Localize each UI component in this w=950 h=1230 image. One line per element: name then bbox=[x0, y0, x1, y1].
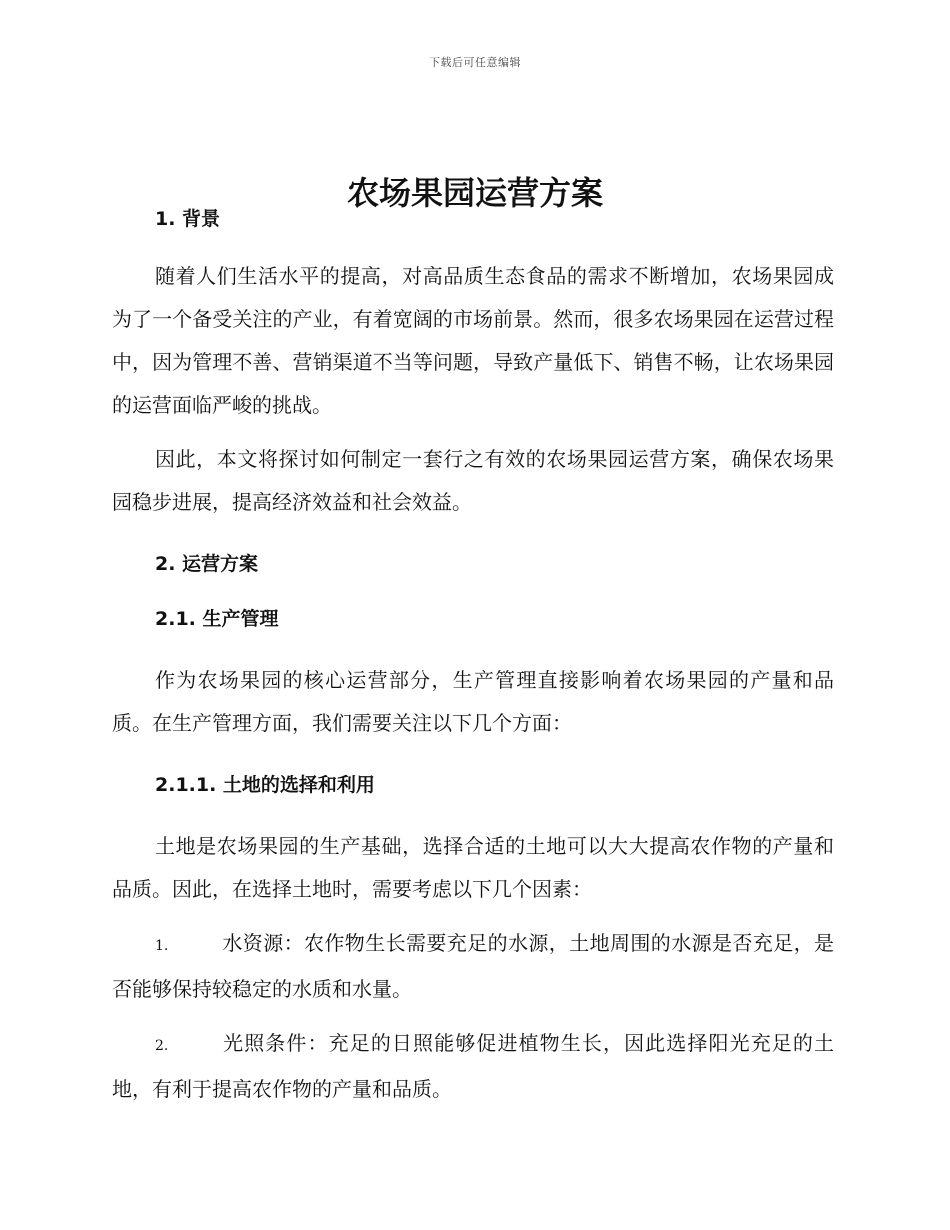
list-item bbox=[112, 1022, 834, 1111]
document-body bbox=[112, 204, 834, 1111]
land-paragraph: 土地是农场果园的生产基础，选择合适的土地可以大大提高农作物的产量和品质。因此，在选择土地时，需要考虑以下几个因素： bbox=[112, 834, 834, 901]
list-item-number: 1. bbox=[155, 938, 169, 954]
list-item-number: 2. bbox=[155, 1038, 169, 1054]
list-item-text: 光照条件：充足的日照能够促进植物生长，因此选择阳光充足的土地，有利于提高农作物的产量和品质。 bbox=[112, 1031, 834, 1101]
section-heading-background: 1. 背景 bbox=[155, 208, 221, 230]
background-paragraph-1: 随着人们生活水平的提高，对高品质生态食品的需求不断增加，农场果园成为了一个备受关注的产业，有着宽阔的市场前景。然而，很多农场果园在运营过程中，因为管理不善、营销渠道不当等问题，导致产量低下、销售不畅，让农场果园的运营面临严峻的挑战。 bbox=[112, 264, 834, 417]
background-paragraph-2: 因此，本文将探讨如何制定一套行之有效的农场果园运营方案，确保农场果园稳步进展，提高经济效益和社会效益。 bbox=[112, 447, 834, 514]
list-item-text: 水资源：农作物生长需要充足的水源，土地周围的水源是否充足，是否能够保持较稳定的水质和水量。 bbox=[112, 931, 834, 1001]
subsubsection-heading-land: 2.1.1. 土地的选择和利用 bbox=[155, 774, 375, 796]
production-paragraph: 作为农场果园的核心运营部分，生产管理直接影响着农场果园的产量和品质。在生产管理方面，我们需要关注以下几个方面： bbox=[112, 668, 834, 735]
subsection-heading-production: 2.1. 生产管理 bbox=[155, 608, 279, 630]
section-heading-plan: 2. 运营方案 bbox=[155, 553, 259, 575]
document-title: 农场果园运营方案 bbox=[346, 174, 603, 213]
page-header-note: 下载后可任意编辑 bbox=[429, 56, 521, 69]
list-item bbox=[112, 922, 834, 1011]
